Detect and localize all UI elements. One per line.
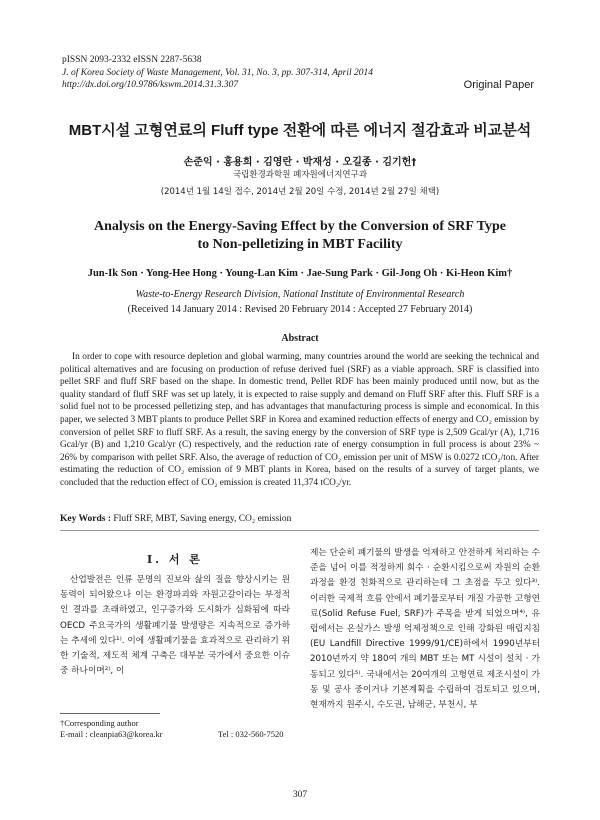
page-number: 307: [292, 790, 308, 800]
english-authors: Jun-Ik Son · Yong-Hee Hong · Young-Lan Kim · Jae-Sung Park · Gil-Jong Oh · Ki-Heon Kim†: [87, 268, 513, 279]
issn-line: pISSN 2093-2332 eISSN 2287-5638: [62, 55, 202, 65]
body-left-column: 산업발전은 인류 문명의 진보와 삶의 질을 향상시키는 원동력이 되어왔으나 이는 환경파괴와 자원고갈이라는 부정적인 결과를 초래하였고, 인구증가와 도시화가 심화됨에 따라 OECD 주요국가의 생활폐기물 발생량은 지속적으로 증가하는 추세에 있다¹⁾. 이에 생활폐기물을 효과적으로 관리하기 위한 기술적, 제도적 체계 구축은 대부분 국가에서 중요한 이슈 중 하나이며²⁾, 이: [60, 575, 290, 677]
footnote-corresponding: †Corresponding author: [60, 718, 139, 728]
keywords-list: Fluff SRF, MBT, Saving energy, CO₂ emission: [113, 514, 292, 524]
english-title: [40, 218, 560, 254]
journal-header: [62, 54, 373, 92]
korean-dates: (2014년 1월 14일 접수, 2014년 2월 20일 수정, 2014년 2월 27일 채택): [160, 187, 440, 197]
english-title-line-2: to Non-pelletizing in MBT Facility: [197, 237, 403, 252]
keywords: [60, 514, 291, 524]
doi-link[interactable]: http://dx.doi.org/10.9786/kswm.2014.31.3.307: [62, 80, 239, 90]
english-title-line-1: Analysis on the Energy-Saving Effect by the Conversion of SRF Type: [94, 219, 506, 234]
footnote-email[interactable]: E-mail : cleanpia63@korea.kr: [60, 729, 163, 739]
footnote-rule: [60, 713, 160, 714]
korean-institution: 국립환경과학원 폐자원에너지연구과: [232, 170, 368, 180]
english-dates: (Received 14 January 2014 : Revised 20 February 2014 : Accepted 27 February 2014): [127, 304, 473, 315]
section-heading-introduction: I. 서 론: [147, 553, 203, 566]
keywords-label: Key Words :: [60, 514, 112, 524]
body-right-column: 제는 단순히 폐기물의 발생을 억제하고 안전하게 처리하는 수준을 넘어 이를 적정하게 회수 · 순환시킴으로써 자원의 순환과정을 환경 친화적으로 관리하는데 그 초점을 두고 있다³⁾. 이러한 국제적 흐름 안에서 폐기물로부터 개질 가공한 고형연료(Solid Refuse Fuel, SRF)가 주목을 받게 되었으며⁴⁾, 유럽에서는 온실가스 발생 억제정책으로 인해 강화된 매립지침(EU Landfill Directive 1999/91/CE)하에서 1990년부터 2010년까지 약 180여 개의 MBT 또는 MT 시설이 설치 · 가동되고 있다⁵⁾. 국내에서는 20여개의 고형연료 제조시설이 가동 및 공사 중이거나 기본계획을 수립하여 검토되고 있으며, 현재까지 원주시, 수도권, 남해군, 부천시, 부: [310, 548, 540, 711]
abstract-body: In order to cope with resource depletion and global warming, many countries around the world are seeking the technical and political alternatives and are focusing on production of refuse derived fuel (SRF) as a viable approach. SRF is classified into pellet SRF and fluff SRF based on the shape. In domestic trend, Pellet RDF has been mainly produced until now, but as the quality standard of fluff SRF was set up lately, it is expected to raise supply and demand on Fluff SRF after this. Fluff SRF is a solid fuel not to be processed pelletizing step, and has advantages that manufacturing process is simple and economical. In this paper, we selected 3 MBT plants to produce Pellet SRF in Korea and examined reduction effects of energy and CO₂ emission by conversion of pellet SRF to fluff SRF. As a result, the saving energy by the conversion of SRF type is 2,509 Gcal/yr (A), 1,716 Gcal/yr (B) and 1,210 Gcal/yr (C) respectively, and the reduction rate of energy consumption in full process is about 23% ~ 26% by comparison with pellet SRF. Also, the average of reduction of CO₂ emission per unit of MSW is 0.0272 tCO₂/ton. After estimating the reduction of CO₂ emission of 9 MBT plants in Korea, based on the results of a survey of target plants, we concluded that the reduction effect of CO₂ emission is created 11,374 tCO₂/yr.: [60, 352, 539, 488]
journal-citation: J. of Korea Society of Waste Management, Vol. 31, No. 3, pp. 307-314, April 2014: [62, 67, 374, 78]
korean-title: MBT시설 고형연료의 Fluff type 전환에 따른 에너지 절감효과 비교분석: [68, 122, 532, 139]
abstract-heading: Abstract: [281, 333, 319, 344]
english-institution: Waste-to-Energy Research Division, National Institute of Environmental Research: [135, 289, 465, 300]
footnote-tel: Tel : 032-560-7520: [218, 729, 284, 739]
section-divider: [60, 530, 539, 531]
paper-type-label: Original Paper: [463, 79, 534, 91]
korean-authors: 손준익 · 홍용희 · 김영란 · 박재성 · 오길종 · 김기헌†: [183, 157, 417, 168]
